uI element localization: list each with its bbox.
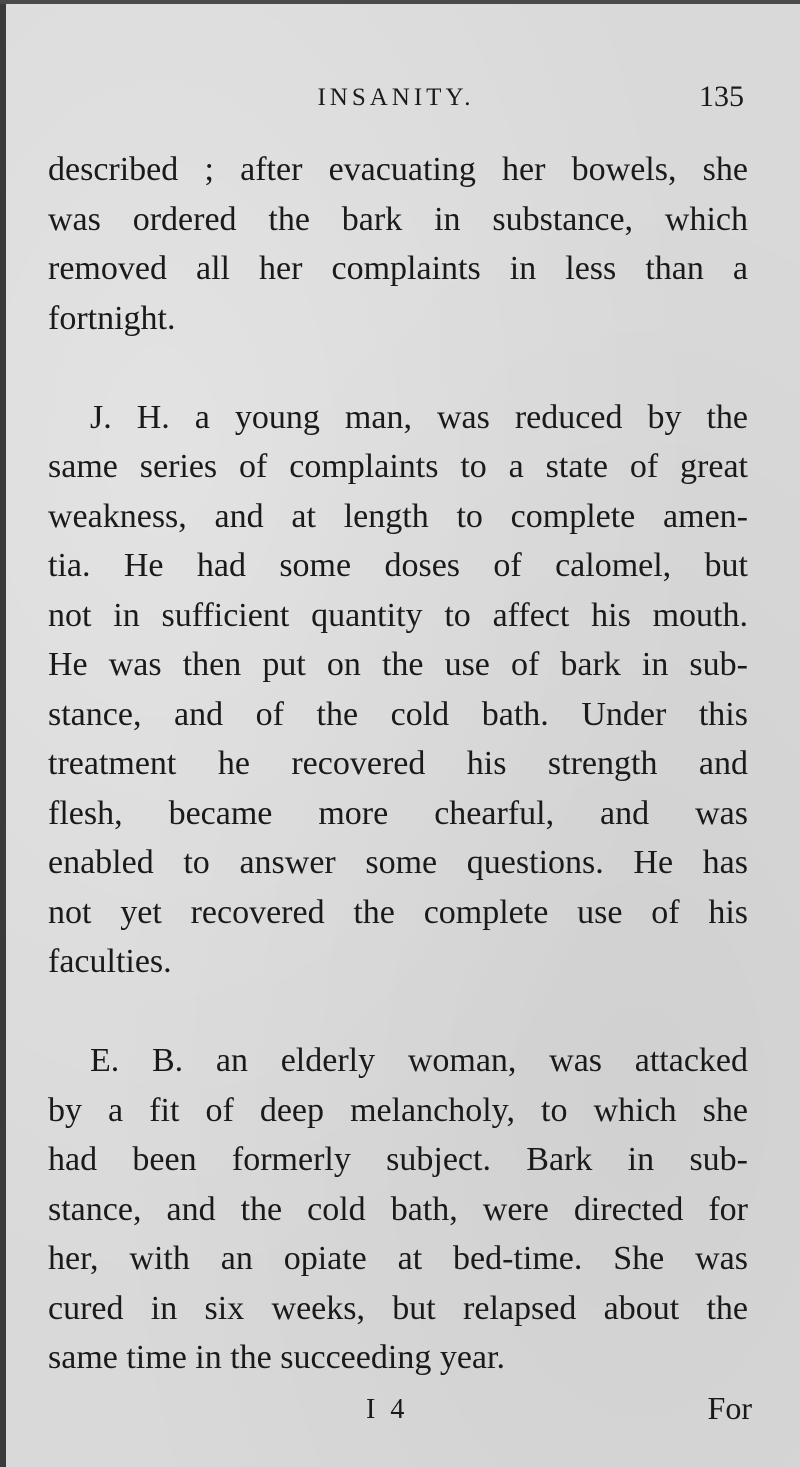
text-line: not in sufficient quantity to affect his mouth. — [48, 596, 748, 634]
text-line: tia. He had some doses of calomel, but — [48, 547, 748, 584]
text-line: E. B. an elderly woman, was attacked — [90, 1042, 748, 1079]
page-number: 135 — [699, 80, 744, 113]
text-line: treatment he recovered his strength and — [48, 745, 748, 782]
paragraph-gap — [48, 343, 748, 393]
text-line: stance, and of the cold bath. Under this — [48, 695, 748, 733]
text-line: described ; after evacuating her bowels, she — [48, 151, 748, 188]
text-line: fortnight. — [48, 299, 176, 337]
paragraph-gap — [48, 987, 748, 1037]
signature-mark: I 4 — [366, 1394, 409, 1425]
text-line: cured in six weeks, but relapsed about the — [48, 1289, 748, 1327]
text-line: faculties. — [48, 943, 172, 980]
paragraph-1 — [48, 145, 748, 343]
text-line: was ordered the bark in substance, which — [48, 200, 748, 238]
text-line: same time in the succeeding year. — [48, 1339, 505, 1376]
text-line: weakness, and at length to complete amen- — [48, 497, 748, 535]
text-line: same series of complaints to a state of great — [48, 448, 748, 485]
text-line: He was then put on the use of bark in sub- — [48, 646, 748, 683]
page-edge-shadow — [0, 0, 6, 1467]
text-line: enabled to answer some questions. He has — [48, 844, 748, 881]
page-footer — [48, 1390, 752, 1430]
page-top-shadow — [0, 0, 800, 4]
catchword: For — [707, 1390, 752, 1426]
text-line: had been formerly subject. Bark in sub- — [48, 1141, 748, 1178]
running-title: INSANITY. — [317, 84, 475, 111]
text-line: by a fit of deep melancholy, to which she — [48, 1091, 748, 1129]
text-line: stance, and the cold bath, were directed for — [48, 1190, 748, 1228]
text-line: flesh, became more chearful, and was — [48, 794, 748, 832]
body-text — [48, 145, 748, 1383]
paragraph-3 — [48, 1036, 748, 1383]
running-head — [48, 80, 744, 120]
paragraph-2 — [48, 393, 748, 987]
text-line: removed all her complaints in less than a — [48, 250, 748, 287]
text-line: J. H. a young man, was reduced by the — [90, 398, 748, 436]
text-line: her, with an opiate at bed-time. She was — [48, 1240, 748, 1277]
text-line: not yet recovered the complete use of his — [48, 893, 748, 931]
